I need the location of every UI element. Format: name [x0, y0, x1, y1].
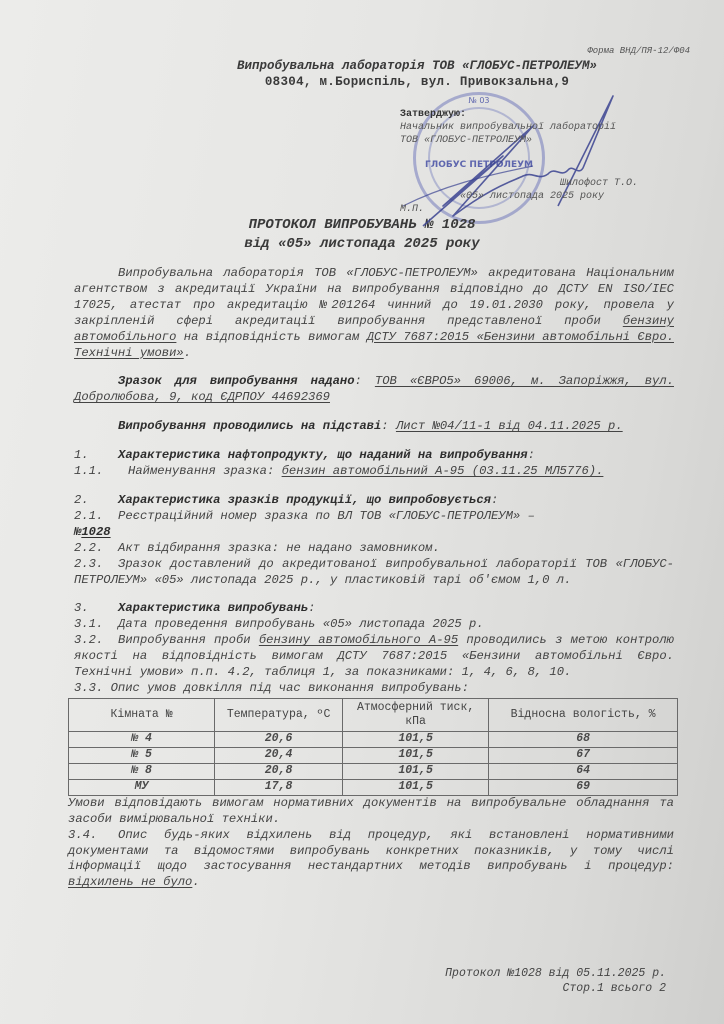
section-3-heading: 3. Характеристика випробувань:	[74, 601, 316, 616]
sample-provided-value: ТОВ «ЄВРО5» 69006, м. Запоріжжя, вул. Добролюбова, 9, код ЄДРПОУ 44692369	[74, 374, 674, 405]
cell-humidity: 64	[489, 763, 678, 779]
seal-place: М.П.	[400, 204, 425, 215]
item-text: Дата проведення випробувань «05» листопада 2025 р.	[118, 617, 484, 632]
section-1-item-1	[74, 464, 674, 480]
cell-temperature: 17,8	[215, 779, 343, 795]
section-2-item-1	[74, 509, 674, 525]
cell-pressure: 101,5	[343, 731, 489, 747]
cell-room: № 4	[69, 731, 215, 747]
reg-number	[74, 525, 674, 541]
stamp-name-line2: ПЕТРОЛЕУМ	[469, 160, 533, 170]
cell-pressure: 101,5	[343, 763, 489, 779]
section-2-heading: 2. Характеристика зразків продукції, що випробовується:	[74, 492, 499, 507]
intro-product: бензину автомобільного	[74, 313, 674, 344]
header-room: Кімната №	[69, 698, 215, 731]
table-header-row	[69, 698, 678, 731]
section-3-item-1	[74, 617, 674, 633]
item-num: 1.1.	[74, 464, 104, 479]
item-text-end: .	[192, 875, 200, 890]
page-footer	[445, 966, 666, 996]
cell-humidity: 67	[489, 747, 678, 763]
protocol-body	[68, 266, 674, 891]
conditions-note: Умови відповідають вимогам нормативних документів на випробувальне обладнання та засоби вимірювальної техніки.	[68, 795, 674, 826]
item-num: 2.2.	[74, 540, 104, 555]
table-row	[69, 763, 678, 779]
sample-provided: Зразок для випробування надано: ТОВ «ЄВРО5» 69006, м. Запоріжжя, вул. Добролюбова, 9, код ЄДРПОУ 44692369	[74, 374, 674, 405]
test-basis-value: Лист №04/11-1 від 04.11.2025 р.	[395, 419, 623, 434]
stamp-number: № 03	[468, 96, 490, 105]
item-num: 2.3.	[74, 556, 104, 571]
cell-pressure: 101,5	[343, 747, 489, 763]
intro-paragraph	[74, 266, 674, 361]
section-3-item-4	[68, 828, 674, 892]
environment-table	[68, 698, 678, 796]
sample-name-label: Найменування зразка:	[128, 464, 282, 479]
table-row	[69, 731, 678, 747]
intro-text-1: Випробувальна лабораторія ТОВ «ГЛОБУС-ПЕТРОЛЕУМ» акредитована Національним агентством з акредитації України на випробування відповідно до ДСТУ EN ISO/IEC 17025, атестат про акредитацію №201264 чинний до 19.01.2030 року, провела у закріпленій сфері акредитації випробування представленої проби	[74, 266, 674, 328]
header-pressure: Атмосферний тиск, кПа	[343, 698, 489, 731]
reg-number-label: Реєстраційний номер зразка по ВЛ ТОВ «ГЛОБУС-ПЕТРОЛЕУМ» –	[118, 508, 535, 523]
intro-text-2: на відповідність вимогам	[176, 329, 367, 344]
item-product: бензину автомобільного А-95	[258, 633, 459, 648]
cell-humidity: 69	[489, 779, 678, 795]
approval-position-line2: ТОВ «ГЛОБУС-ПЕТРОЛЕУМ»	[400, 135, 533, 146]
section-3-item-3	[74, 681, 674, 697]
section-1-title: Характеристика нафтопродукту, що наданий на випробування	[118, 448, 528, 463]
approval-title: Затверджую:	[400, 109, 467, 120]
table-row	[69, 779, 678, 795]
lab-address: 08304, м.Бориспіль, вул. Привокзальна,9	[264, 75, 570, 89]
section-1-heading: 1. Характеристика нафтопродукту, що наданий на випробування:	[74, 448, 535, 463]
section-3-num: 3.	[74, 601, 89, 616]
form-code: Форма ВНД/ПЯ-12/Ф04	[587, 46, 690, 56]
stamp-name-line1: ГЛОБУС	[425, 160, 467, 170]
cell-pressure: 101,5	[343, 779, 489, 795]
sample-provided-label: Зразок для випробування надано	[118, 374, 355, 389]
cell-temperature: 20,4	[215, 747, 343, 763]
item-text: Зразок доставлений до акредитованої випробувальної лабораторії ТОВ «ГЛОБУС-ПЕТРОЛЕУМ» «05» листопада 2025 р., у пластиковій тарі об'ємом 1,0 л.	[74, 556, 674, 587]
item-num: 3.3.	[74, 680, 104, 695]
cell-temperature: 20,8	[215, 763, 343, 779]
deviations-value: відхилень не було	[68, 875, 193, 890]
intro-standard: ДСТУ 7687:2015 «Бензини автомобільні Євро. Технічні умови»	[74, 329, 674, 360]
item-text: Опис умов довкілля під час виконання випробувань:	[110, 680, 469, 695]
cell-room: № 5	[69, 747, 215, 763]
approval-block	[400, 108, 700, 216]
lab-name: Випробувальна лабораторія ТОВ «ГЛОБУС-ПЕТРОЛЕУМ»	[236, 59, 598, 73]
intro-text-3: .	[183, 345, 192, 360]
section-2-num: 2.	[74, 492, 89, 507]
approval-signer: Шилофост Т.О.	[560, 178, 639, 189]
sample-name-value: бензин автомобільний А-95 (03.11.25 МЛ5776).	[281, 464, 604, 479]
section-3-title: Характеристика випробувань	[118, 601, 309, 616]
approval-position-line1: Начальник випробувальної лабораторії	[400, 122, 617, 133]
header-humidity: Відносна вологість, %	[489, 698, 678, 731]
section-3-item-2	[74, 633, 674, 681]
header-temperature: Температура, ºС	[215, 698, 343, 731]
section-2-item-3	[74, 557, 674, 589]
reg-number-value: 1028	[81, 524, 111, 539]
item-num: 3.4.	[68, 827, 98, 842]
protocol-title-line2: від «05» листопада 2025 року	[244, 236, 480, 252]
item-text: Акт відбирання зразка: не надано замовником.	[118, 540, 440, 555]
cell-temperature: 20,6	[215, 731, 343, 747]
cell-room: № 8	[69, 763, 215, 779]
item-num: 3.2.	[74, 633, 104, 648]
section-2-item-2	[74, 541, 674, 557]
item-text: Опис будь-яких відхилень від процедур, які встановлені нормативними документами та відомостями випробувань конкретних показників, у тому числі інформації щодо застосування нестандартних методів випробувань і процедур:	[68, 827, 674, 874]
table-row	[69, 747, 678, 763]
item-text: проводились з метою контролю якості на відповідність вимогам ДСТУ 7687:2015 «Бензини автомобільні Євро. Технічні умови» п.п. 4.2, таблиця 1, за показниками: 1, 4, 6, 8, 10.	[74, 633, 674, 680]
test-basis: Випробування проводились на підставі: Лист №04/11-1 від 04.11.2025 р.	[118, 419, 623, 434]
approval-date: «05» листопада 2025 року	[460, 191, 605, 202]
item-num: 3.1.	[74, 617, 104, 632]
reg-number-prefix: №	[74, 524, 82, 539]
protocol-title-line1: ПРОТОКОЛ ВИПРОБУВАНЬ № 1028	[248, 217, 476, 233]
section-1-num: 1.	[74, 448, 89, 463]
cell-humidity: 68	[489, 731, 678, 747]
item-num: 2.1.	[74, 508, 104, 523]
item-text: Випробування проби	[118, 633, 259, 648]
cell-room: МУ	[69, 779, 215, 795]
footer-page-info: Стор.1 всього 2	[562, 982, 666, 995]
section-2-title: Характеристика зразків продукції, що випробовується	[118, 492, 491, 507]
footer-protocol-ref: Протокол №1028 від 05.11.2025 р.	[445, 967, 666, 980]
test-basis-label: Випробування проводились на підставі	[118, 419, 382, 434]
